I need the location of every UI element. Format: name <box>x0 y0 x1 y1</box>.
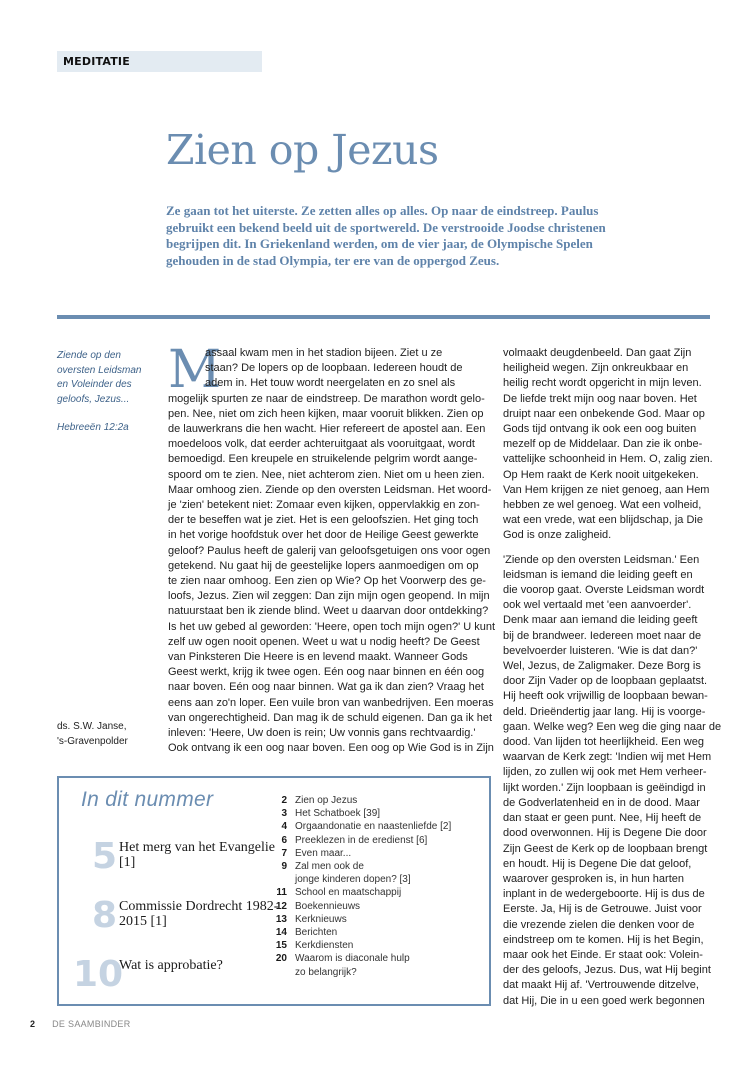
text-line: Wel, Jezus, de Zaligmaker. Deze Borg is <box>503 660 701 673</box>
text-line: dan staat er geen punt. Nee, Hij heeft de <box>503 812 702 825</box>
contents-item-title: Preeklezen in de eredienst [6] <box>295 834 428 846</box>
text-line: de lauwerkrans die hen wacht. Hier refereert de apostel aan. Een <box>168 423 486 436</box>
text-line: ook wel vertaald met 'een aanvoerder'. <box>503 599 692 612</box>
text-line: zelf uw ogen nooit openen. Weet u wat u nodig heeft? De Geest <box>168 635 480 648</box>
text-line: leidsman is iemand die leiding geeft en <box>503 568 693 581</box>
contents-item-title: jonge kinderen dopen? [3] <box>295 874 411 886</box>
article-column-2-part-a <box>503 346 718 544</box>
contents-item-title: Waarom is diaconale hulp <box>295 953 410 965</box>
section-tag: MEDITATIE <box>57 51 262 72</box>
text-line: dood overwonnen. Hij is Degene Die door <box>503 827 707 840</box>
sidenote-quote <box>57 349 152 407</box>
feature-page-number: 5 <box>91 836 117 877</box>
author <box>57 720 128 749</box>
text-line: wat een vrede, wat een blijdschap, ja Die <box>503 514 703 527</box>
text-line: en houdt. Hij is Degene Die dat geloof, <box>503 857 692 870</box>
divider-rule <box>57 315 710 319</box>
contents-box <box>57 776 491 1006</box>
text-line: waarover gesproken is, in hun harten <box>503 872 684 885</box>
contents-list-item[interactable] <box>267 807 487 820</box>
text-line: Ook ontvang ik een oog naar boven. Een oog op Wie God is in Zijn <box>168 742 494 755</box>
contents-page-number: 20 <box>275 953 287 965</box>
text-line: dood. Van lijden tot heerlijkheid. Een weg <box>503 736 704 749</box>
text-line: bevelvoerder luisteren. 'Wie is dat dan?' <box>503 644 698 657</box>
sidenote-line: Ziende op den <box>57 350 121 361</box>
sidenote-line: oversten Leidsman <box>57 364 142 376</box>
text-line: gaan. Welke weg? Een weg die ging naar de <box>503 720 722 733</box>
text-line: bij de brandweer. Iedereen moet naar de <box>503 629 702 642</box>
text-line: van Pinksteren Die Heere is en levend maakt. Wanneer Gods <box>168 651 468 664</box>
text-line: druipt naar een onbekende God. Maar op <box>503 407 705 420</box>
contents-heading: In dit nummer <box>81 788 214 811</box>
text-line: mogelijk spurten ze naar de eindstreep. De marathon wordt gelo- <box>168 392 485 405</box>
feature-page-number: 8 <box>91 895 117 936</box>
page-number: 2 <box>30 1019 36 1029</box>
contents-list-item[interactable] <box>267 873 487 886</box>
text-line: God is onze zaligheid. <box>503 529 612 542</box>
text-line: die voorop gaat. Overste Leidsman wordt <box>503 584 705 597</box>
contents-page-number: 3 <box>281 808 287 820</box>
text-line: je 'zien' betekent niet: Zomaar even kijken, oppervlakkig en zon- <box>168 499 480 512</box>
text-line: Gods tijd ontvang ik ook een oog buiten <box>503 423 697 436</box>
text-line: Maar omhoog zien. Ziende op den oversten Leidsman. Het woord- <box>168 483 492 496</box>
contents-page-number <box>267 966 295 979</box>
contents-list-item[interactable] <box>267 900 487 913</box>
page-footer <box>30 1019 131 1029</box>
contents-page-number: 11 <box>276 887 287 899</box>
text-line: in het vorige hoofdstuk over het door de Heilige Geest gewerkte <box>168 529 479 542</box>
text-line: spoord om te zien. Nee, niet achterom zien. Niet om u heen zien. <box>168 468 485 481</box>
text-line: der te beseffen wat je ziet. Het is een geloofszien. Het ging toch <box>168 514 479 527</box>
feature-title: Het merg van het Evangelie [1] <box>119 840 276 870</box>
contents-page-number <box>267 873 295 886</box>
text-line: vattelijke schoonheid in Hem. O, zalig zien. <box>503 453 713 466</box>
text-line: door Zijn Vader op de loopbaan geplaatst. <box>503 675 708 688</box>
contents-page-number: 14 <box>275 927 287 939</box>
contents-list-item[interactable] <box>267 820 487 833</box>
contents-page-number: 12 <box>275 900 287 912</box>
drop-cap: M <box>168 340 222 400</box>
text-line: te zien naar omhoog. Een zien op Wie? Op het Voorwerp des ge- <box>168 575 486 588</box>
contents-item-title: zo belangrijk? <box>295 966 357 978</box>
text-line: 'Ziende op den oversten Leidsman.' Een <box>503 553 700 566</box>
feature-title: Wat is approbatie? <box>119 958 223 973</box>
author-place: 's-Gravenpolder <box>57 735 128 747</box>
article-column-1 <box>168 340 496 756</box>
text-line: Zijn Geest de Kerk op de loopbaan brengt <box>503 842 708 855</box>
author-name: ds. S.W. Janse, <box>57 721 127 732</box>
text-line: eindstreep om te komen. Hij is het Begin, <box>503 933 704 946</box>
text-line: hebben ze wel genoeg. Wat een volheid, <box>503 499 702 512</box>
sidenote-reference: Hebreeën 12:2a <box>57 422 129 433</box>
contents-item-title: Kerknieuws <box>295 913 347 925</box>
feature-page-number: 10 <box>73 954 124 995</box>
text-line: deld. Drieëndertig jaar lang. Hij is voorge- <box>503 705 706 718</box>
text-line: getekend. Nu gaat hij de geestelijke lopers aanmoedigen om op <box>168 559 479 572</box>
contents-page-number: 6 <box>281 834 287 846</box>
contents-item-title: Boekennieuws <box>295 900 361 912</box>
contents-item-title: Berichten <box>295 927 338 939</box>
contents-page-number: 7 <box>281 847 287 859</box>
feature-item[interactable] <box>73 895 279 945</box>
contents-item-title: Kerkdiensten <box>295 940 354 952</box>
text-line: moedeloos volk, dat eerder achteruitgaat als vooruitgaat, wordt <box>168 438 475 451</box>
text-line: de Godverlatenheid en in de dood. Maar <box>503 796 700 809</box>
contents-item-title: Het Schatboek [39] <box>295 808 381 820</box>
contents-item-title: Zien op Jezus <box>295 795 358 806</box>
sidenote-line: geloofs, Jezus... <box>57 393 130 405</box>
feature-item[interactable] <box>73 954 273 1004</box>
text-line: dat Hij, Die in u een goed werk begonnen <box>503 994 705 1007</box>
text-line: volmaakt deugdenbeeld. Dan gaat Zijn <box>503 347 692 359</box>
contents-list-item[interactable] <box>267 886 487 899</box>
contents-list-item[interactable] <box>267 966 487 979</box>
text-line: maar ook het Einde. Er staat ook: Volein- <box>503 948 703 961</box>
feature-title: Commissie Dordrecht 1982-2015 [1] <box>119 899 279 929</box>
contents-page-number: 15 <box>275 940 287 952</box>
text-line: dat maakt Hij af. 'Vertrouwende ditzelve, <box>503 979 699 992</box>
text-line: der des geloofs, Jezus. Dus, wat Hij begint <box>503 964 711 977</box>
article-column-2 <box>503 346 722 1009</box>
contents-item-title: Zal men ook de <box>295 861 364 873</box>
contents-item-title: School en maatschappij <box>295 887 402 899</box>
publication-name: DE SAAMBINDER <box>52 1019 131 1029</box>
text-line: inplant in de wedergeboorte. Hij is dus de <box>503 888 705 901</box>
contents-page-number: 2 <box>281 795 287 806</box>
text-line: Geest werkt, krijg ik twee ogen. Eén oog naar binnen en één oog <box>168 666 485 679</box>
contents-item-title: Even maar... <box>295 847 352 859</box>
contents-list-item[interactable] <box>267 926 487 939</box>
text-line: loofs, Jezus. Zien wil zeggen: Dan zijn mijn ogen geopend. In mijn <box>168 590 490 603</box>
text-line: naar boven. Eén oog naar binnen. Wat ga ik dan zien? Vraag het <box>168 681 484 694</box>
text-line: geloof? Paulus heeft de galerij van geloofsgetuigen ons voor ogen <box>168 544 491 557</box>
text-line: waarvan de Kerk zegt: 'Indien wij met Hem <box>503 751 712 764</box>
contents-list-item[interactable] <box>267 860 487 873</box>
text-line: mezelf op de Middelaar. Dan zie ik onbe- <box>503 438 703 451</box>
text-line: Op Hem raakt de Kerk nooit uitgekeken. <box>503 468 699 481</box>
article-intro: Ze gaan tot het uiterste. Ze zetten alles op alles. Op naar de eindstreep. Paulus gebruikt een bekend beeld uit de sportwereld. De verstrooide Joodse christenen begrijpen dit. In Griekenland werden, om de vier jaar, de Olympische Spelen gehouden in de stad Olympia, ter ere van de oppergod Zeus. <box>166 203 606 269</box>
text-line: Denk maar aan iemand die leiding geeft <box>503 614 698 627</box>
text-line: De liefde trekt mijn oog naar boven. Het <box>503 392 697 405</box>
contents-list-item[interactable] <box>267 834 487 847</box>
text-line: lijkt worden.' Zijn loopbaan is geëindigd in <box>503 781 706 794</box>
text-line: lijden, zo zullen wij ook met Hem verheer- <box>503 766 707 779</box>
text-line: pen. Nee, niet om zich heen kijken, maar vooruit blikken. Zien op <box>168 407 484 420</box>
text-line: bemoedigd. Een kreupele en struikelende pelgrim wordt aange- <box>168 453 478 466</box>
text-line: die vrezende zielen die denken voor de <box>503 918 695 931</box>
text-line: heilig recht wordt opgericht in mijn leven. <box>503 377 702 390</box>
feature-item[interactable] <box>73 836 276 886</box>
text-line: Hij heeft ook vrijwillig de loopbaan bewan- <box>503 690 708 703</box>
sidenote <box>57 349 152 436</box>
sidenote-line: en Voleinder des <box>57 379 132 390</box>
text-line: Is het uw gebed al geworden: 'Heere, open toch mijn ogen?' U kunt <box>168 620 496 633</box>
contents-page-number: 9 <box>281 861 287 873</box>
text-line: natuurstaat ben ik ziende blind. Weet u daarvan door ontdekking? <box>168 605 489 618</box>
text-line: heiligheid wegen. Zijn onkreukbaar en <box>503 362 689 375</box>
contents-page-number: 13 <box>275 913 287 925</box>
contents-list-item[interactable] <box>267 794 487 807</box>
article-column-2-part-b <box>503 553 722 1009</box>
contents-list-item[interactable] <box>267 913 487 926</box>
contents-page-number: 4 <box>281 821 287 833</box>
contents-list-item[interactable] <box>267 847 487 860</box>
contents-list-item[interactable] <box>267 939 487 952</box>
text-line: adem in. Het touw wordt neergelaten en zo snel als <box>205 377 456 390</box>
text-line: van ongerechtigheid. Dan mag ik de schuld eigenen. Dan ga ik het <box>168 711 493 724</box>
article-title: Zien op Jezus <box>166 126 439 174</box>
text-line: eens aan zo'n loper. Een vuile bron van wanbedrijven. Een moeras <box>168 696 494 709</box>
contents-item-title: Orgaandonatie en naastenliefde [2] <box>295 821 452 833</box>
text-line: assaal kwam men in het stadion bijeen. Ziet u ze <box>205 347 443 359</box>
text-line: Eerste. Ja, Hij is de Getrouwe. Juist voor <box>503 903 702 916</box>
text-line: staan? De lopers op de loopbaan. Iedereen houdt de <box>205 362 463 375</box>
text-line: inleven: 'Heere, Uw doen is rein; Uw vonnis gans rechtvaardig.' <box>168 727 476 740</box>
contents-list <box>267 794 487 979</box>
contents-list-item[interactable] <box>267 952 487 965</box>
text-line: Van Hem krijgen ze niet genoeg, aan Hem <box>503 483 710 496</box>
